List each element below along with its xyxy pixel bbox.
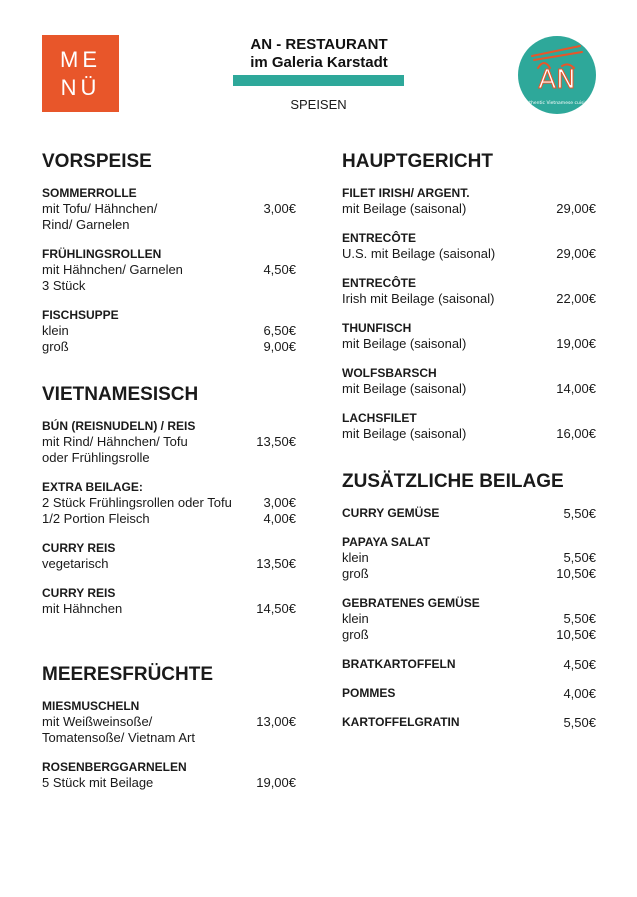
menu-item-name: CURRY REIS [42, 541, 116, 555]
title-line-2: im Galeria Karstadt [250, 54, 388, 71]
menu-item-description: oder Frühlingsrolle [42, 450, 150, 465]
menu-item [342, 231, 596, 262]
menu-item-price: 5,50€ [563, 550, 596, 565]
section-title: MEERESFRÜCHTE [42, 664, 214, 685]
menu-item-line [42, 434, 296, 450]
menu-item-price: 14,00€ [556, 381, 596, 396]
menu-item-price: 29,00€ [556, 201, 596, 216]
menu-item-price: 3,00€ [263, 201, 296, 216]
menu-item-line [342, 627, 596, 643]
menu-item-price: 4,00€ [563, 686, 596, 701]
logo-ring-text: authentic Vietnamese cuisine [523, 101, 591, 106]
menu-item-price: 10,50€ [556, 566, 596, 581]
menu-item [342, 657, 596, 672]
section-title: HAUPTGERICHT [342, 151, 493, 172]
menu-item-price: 19,00€ [556, 336, 596, 351]
menu-item-name: THUNFISCH [342, 321, 412, 335]
section-zusaetzliche-beilage [342, 470, 596, 730]
menu-item-name: ROSENBERGGARNELEN [42, 760, 187, 774]
menu-item-name: CURRY GEMÜSE [342, 506, 440, 520]
menu-item-price: 4,00€ [263, 511, 296, 526]
section-vietnamesisch [42, 383, 296, 617]
menu-item [342, 186, 596, 217]
menu-item-description: mit Beilage (saisonal) [342, 336, 467, 351]
menu-item [342, 366, 596, 397]
menu-item-price [290, 217, 296, 233]
menu-item-price [290, 278, 296, 294]
menu-item [42, 247, 296, 294]
menu-item-line [42, 201, 296, 217]
menu-item-line [342, 611, 596, 627]
menu-item-description: klein [342, 611, 369, 626]
menu-item [342, 535, 596, 582]
menu-item-description: klein [42, 323, 69, 338]
menu-item-line [42, 450, 296, 466]
menu-item-line [342, 336, 596, 352]
logo-text: AN [538, 65, 576, 95]
menu-item-description: mit Beilage (saisonal) [342, 201, 467, 216]
menu-item-name: CURRY REIS [42, 586, 116, 600]
menu-item [342, 276, 596, 307]
menu-item-line [342, 201, 596, 217]
menu-logo-line1: ME [60, 46, 101, 72]
menu-item-price: 9,00€ [263, 339, 296, 354]
menu-item-name: SOMMERROLLE [42, 186, 137, 200]
menu-item-price: 22,00€ [556, 291, 596, 306]
menu-item-price: 4,50€ [263, 262, 296, 277]
menu-item-price: 13,50€ [256, 434, 296, 449]
teal-underline [233, 75, 404, 86]
menu-item-line [342, 381, 596, 397]
menu-item-description: U.S. mit Beilage (saisonal) [342, 246, 496, 261]
menu-item-price: 6,50€ [263, 323, 296, 338]
menu-item-price: 13,50€ [256, 556, 296, 571]
menu-item [42, 308, 296, 355]
menu-item-price: 5,50€ [563, 506, 596, 521]
menu-item-description: mit Tofu/ Hähnchen/ [42, 201, 158, 216]
menu-item-line [42, 278, 296, 294]
menu-item-line [42, 730, 296, 746]
menu-item-description: groß [42, 339, 69, 354]
menu-item [42, 760, 296, 791]
menu-item-name: ENTRECÔTE [342, 276, 417, 290]
menu-item-description: mit Rind/ Hähnchen/ Tofu [42, 434, 188, 449]
menu-item-name: MIESMUSCHELN [42, 699, 140, 713]
menu-item-line [42, 714, 296, 730]
menu-item-name-row [342, 715, 596, 730]
menu-item-name: BÚN (REISNUDELN) / REIS [42, 419, 196, 433]
menu-item-price: 16,00€ [556, 426, 596, 441]
menu-item-name: FRÜHLINGSROLLEN [42, 247, 162, 261]
menu-item-line [342, 566, 596, 582]
menu-item-description: mit Beilage (saisonal) [342, 381, 467, 396]
menu-item-description: groß [342, 566, 369, 581]
menu-item-line [342, 426, 596, 442]
menu-item-description: 1/2 Portion Fleisch [42, 511, 150, 526]
menu-item-line [42, 262, 296, 278]
menu-item-description: Irish mit Beilage (saisonal) [342, 291, 495, 306]
menu-item-name: BRATKARTOFFELN [342, 657, 456, 671]
menu-item-name: KARTOFFELGRATIN [342, 715, 460, 729]
page-subtitle: SPEISEN [290, 97, 347, 112]
menu-item-price: 13,00€ [256, 714, 296, 729]
menu-item [42, 586, 296, 617]
menu-item [42, 541, 296, 572]
menu-item-price: 3,00€ [263, 495, 296, 510]
menu-item-price: 14,50€ [256, 601, 296, 616]
menu-item-name: ENTRECÔTE [342, 231, 417, 245]
section-title: VORSPEISE [42, 151, 152, 172]
menu-item-name: WOLFSBARSCH [342, 366, 437, 380]
menu-item-line [42, 775, 296, 791]
menu-item [342, 715, 596, 730]
menu-item [42, 419, 296, 466]
menu-item-name: LACHSFILET [342, 411, 417, 425]
menu-item-name: PAPAYA SALAT [342, 535, 431, 549]
restaurant-logo [518, 36, 596, 114]
menu-item-line [42, 556, 296, 572]
menu-item-description: klein [342, 550, 369, 565]
menu-item-price: 5,50€ [563, 611, 596, 626]
menu-item-price: 4,50€ [563, 657, 596, 672]
menu-item-price: 10,50€ [556, 627, 596, 642]
menu-item-description: groß [342, 627, 369, 642]
menu-item [342, 686, 596, 701]
menu-item-name: EXTRA BEILAGE: [42, 480, 143, 494]
menu-item-line [342, 246, 596, 262]
menu-item-description: vegetarisch [42, 556, 109, 571]
menu-item [342, 596, 596, 643]
menu-item-price [290, 730, 296, 746]
menu-item-price: 19,00€ [256, 775, 296, 790]
section-hauptgericht [342, 150, 596, 442]
right-column [342, 150, 596, 744]
menu-item [342, 411, 596, 442]
menu-item-price: 5,50€ [563, 715, 596, 730]
menu-item [42, 186, 296, 233]
menu-item [342, 506, 596, 521]
menu-item-name: FISCHSUPPE [42, 308, 119, 322]
section-title: VIETNAMESISCH [42, 384, 199, 405]
menu-item [42, 699, 296, 746]
menu-item-description: 3 Stück [42, 278, 86, 293]
menu-item-line [42, 217, 296, 233]
menu-item-line [342, 291, 596, 307]
menu-item [42, 480, 296, 527]
menu-item-line [342, 550, 596, 566]
menu-item-description: 2 Stück Frühlingsrollen oder Tofu [42, 495, 232, 510]
menu-item-price [290, 450, 296, 466]
menu-item-description: mit Hähnchen/ Garnelen [42, 262, 183, 277]
menu-item-name-row [342, 657, 596, 672]
section-title: ZUSÄTZLICHE BEILAGE [342, 471, 564, 492]
title-line-1: AN - RESTAURANT [250, 36, 388, 53]
menu-item-description: mit Hähnchen [42, 601, 123, 616]
menu-item [342, 321, 596, 352]
menu-item-price: 29,00€ [556, 246, 596, 261]
menu-item-line [42, 495, 296, 511]
menu-item-description: mit Beilage (saisonal) [342, 426, 467, 441]
menu-item-name: FILET IRISH/ ARGENT. [342, 186, 470, 200]
menu-item-name-row [342, 686, 596, 701]
menu-logo-line2: NÜ [60, 74, 101, 100]
menu-item-line [42, 601, 296, 617]
menu-item-name: GEBRATENES GEMÜSE [342, 596, 480, 610]
menu-item-description: mit Weißweinsoße/ [42, 714, 153, 729]
section-vorspeise [42, 150, 296, 355]
left-column [42, 150, 296, 805]
menu-item-name-row [342, 506, 596, 521]
menu-item-description: Tomatensoße/ Vietnam Art [42, 730, 195, 745]
menu-item-line [42, 511, 296, 527]
menu-item-name: POMMES [342, 686, 396, 700]
section-meeresfruechte [42, 663, 296, 791]
menu-item-line [42, 339, 296, 355]
menu-item-description: Rind/ Garnelen [42, 217, 130, 232]
restaurant-title [220, 36, 418, 72]
menu-item-description: 5 Stück mit Beilage [42, 775, 154, 790]
menu-item-line [42, 323, 296, 339]
